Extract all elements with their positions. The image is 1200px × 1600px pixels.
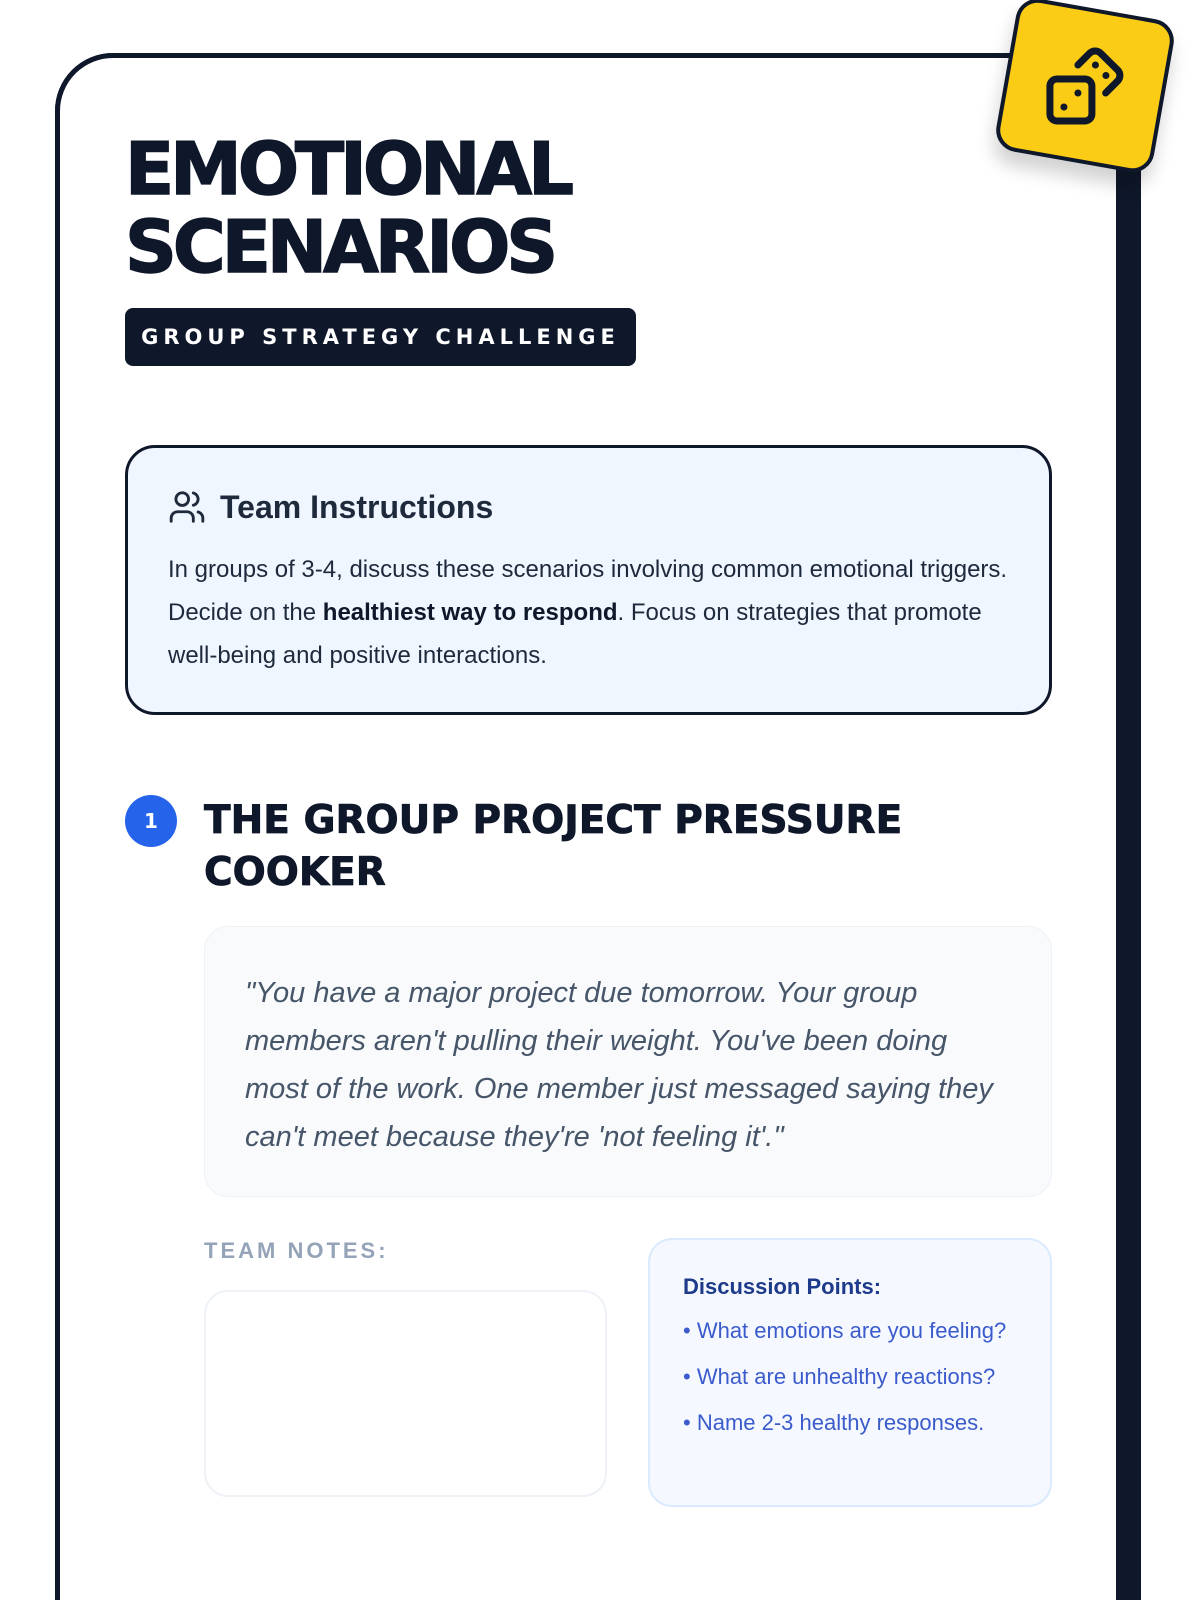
instructions-title: Team Instructions [220, 488, 494, 525]
discussion-item: • What emotions are you feeling? [683, 1318, 1007, 1343]
instructions-text [168, 548, 1009, 677]
discussion-list [683, 1314, 1020, 1439]
dice-icon [1043, 44, 1127, 128]
subtitle-badge: GROUP STRATEGY CHALLENGE [125, 308, 636, 366]
instructions-box [125, 445, 1052, 715]
instructions-text-bold: healthiest way to respond [322, 599, 618, 626]
discussion-item: • Name 2-3 healthy responses. [683, 1410, 985, 1435]
page-title [125, 127, 571, 289]
discussion-points-box [648, 1238, 1052, 1507]
discussion-item: • What are unhealthy reactions? [683, 1364, 996, 1389]
users-icon [168, 488, 206, 526]
team-notes-input[interactable] [204, 1290, 607, 1497]
instructions-text-start: In groups of 3-4, discuss these scenarios involving common emotional triggers. Decide on the [168, 556, 1008, 626]
dice-badge [993, 0, 1177, 176]
team-notes-label: TEAM NOTES: [204, 1238, 389, 1263]
title-line-2: SCENARIOS [125, 205, 555, 289]
scenario-title: THE GROUP PROJECT PRESSURE COOKER [204, 798, 903, 895]
scenario-number-badge: 1 [125, 795, 177, 847]
scenario-quote: "You have a major project due tomorrow. Your group members aren't pulling their weight. You've been doing most of the work. One member just messaged saying they can't meet because they're 'not feeling it'." [204, 926, 1052, 1197]
discussion-title: Discussion Points: [683, 1274, 882, 1299]
instructions-header [168, 488, 1009, 526]
title-line-1: EMOTIONAL [125, 127, 571, 211]
instructions-text-end: . Focus on strategies that promote well-being and positive interactions. [168, 599, 982, 669]
